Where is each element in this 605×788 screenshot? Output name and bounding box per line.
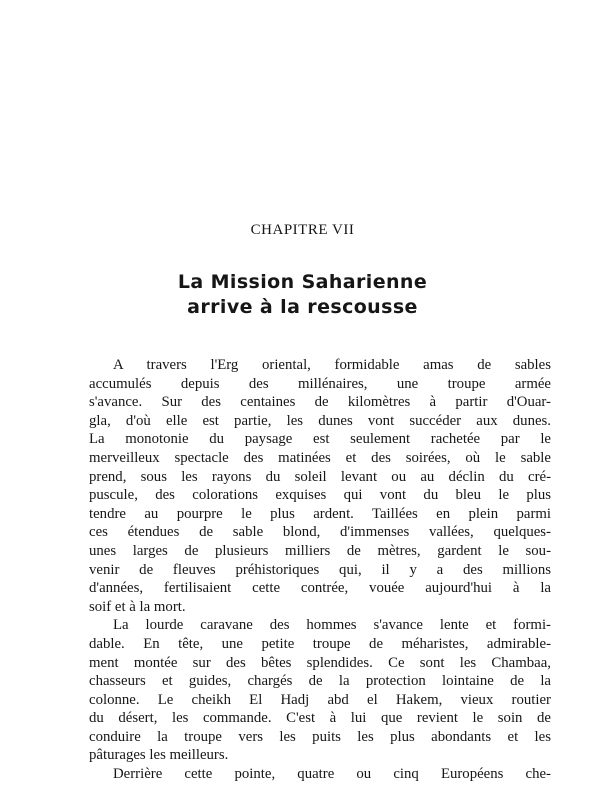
text-line: prend, sous les rayons du soleil levant ou au déclin du cré- [89,468,551,485]
text-line: La lourde caravane des hommes s'avance lente et formi- [113,617,551,634]
paragraph-1 [89,356,551,616]
text-line: tendre au pourpre le plus ardent. Taillées en plein parmi [89,505,551,522]
chapter-title-line: La Mission Saharienne [177,271,428,293]
paragraph-2 [89,616,551,765]
text-line: La monotonie du paysage est seulement rachetée par le [89,431,551,448]
text-line: pâturages les meilleurs. [89,747,229,764]
text-line: venir de fleuves préhistoriques qui, il y a des millions [89,561,551,578]
chapter-title-line: arrive à la rescousse [187,296,418,318]
text-line: merveilleux spectacle des matinées et des soirées, où le sable [89,449,551,466]
text-line: accumulés depuis des millénaires, une troupe armée [89,375,551,392]
text-line: colonne. Le cheikh El Hadj abd el Hakem, vieux routier [89,691,551,708]
text-line: ment montée sur des bêtes splendides. Ce sont les Chambaa, [89,654,551,671]
text-line: A travers l'Erg oriental, formidable amas de sables [113,357,551,373]
body-text [89,356,551,784]
text-line: puscule, des colorations exquises qui vont du bleu le plus [89,487,551,504]
chapter-title [0,270,605,320]
text-line: ces étendues de sable blond, d'immenses vallées, quelques- [89,524,551,541]
text-line: soif et à la mort. [89,598,186,615]
text-line: dable. En tête, une petite troupe de méharistes, admirable- [89,635,551,652]
text-line: unes larges de plusieurs milliers de mètres, gardent le sou- [89,542,551,559]
text-line: s'avance. Sur des centaines de kilomètres à partir d'Ouar- [89,394,551,411]
text-line: du désert, les commande. C'est à lui que revient le soin de [89,710,551,727]
text-line: chasseurs et guides, chargés de la protection lointaine de la [89,673,551,690]
chapter-label: CHAPITRE VII [250,222,355,238]
text-line: conduire la troupe vers les puits les plus abondants et les [89,728,551,745]
text-line: d'années, fertilisaient cette contrée, vouée aujourd'hui à la [89,580,551,597]
paragraph-3 [89,765,551,784]
text-line: gla, d'où elle est partie, les dunes vont succéder aux dunes. [89,412,551,429]
text-line: Derrière cette pointe, quatre ou cinq Européens che- [113,766,551,783]
